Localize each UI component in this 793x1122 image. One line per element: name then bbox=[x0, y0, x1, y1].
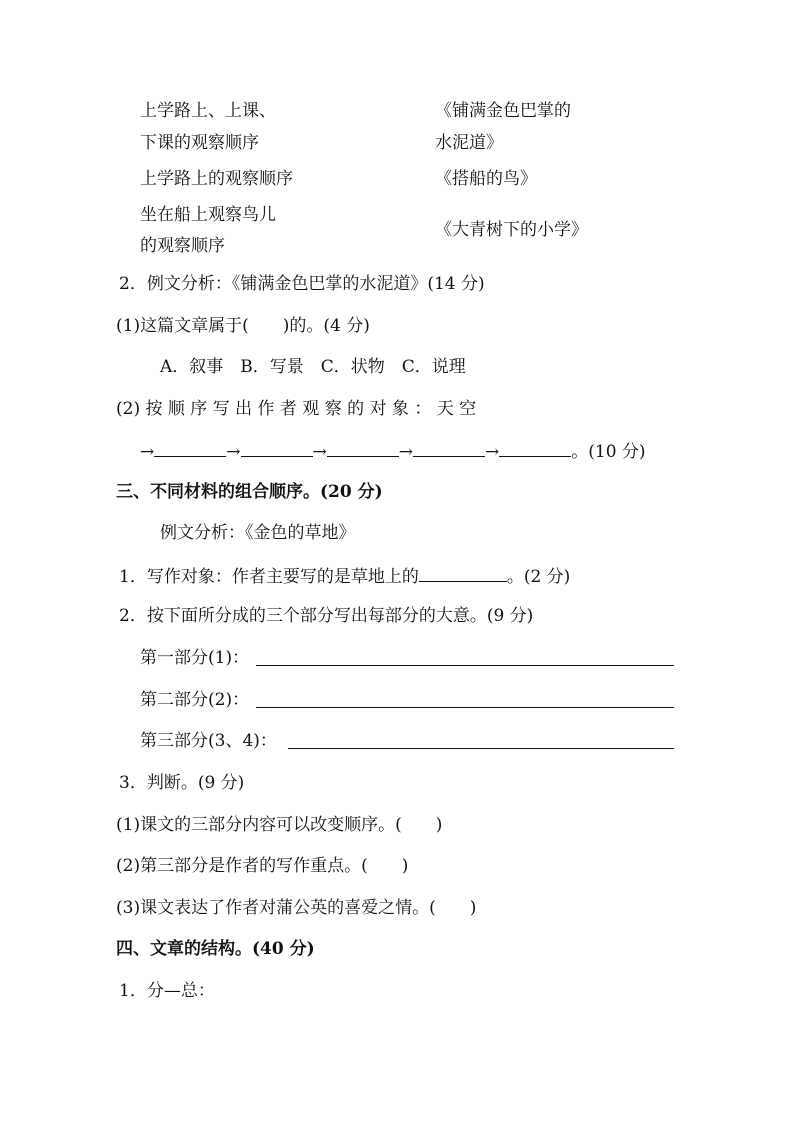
match-right-2: 《搭船的鸟》 bbox=[435, 169, 537, 189]
match-right-1-line2: 水泥道》 bbox=[435, 133, 503, 153]
answer-blank[interactable] bbox=[241, 442, 313, 457]
q2-title: 2．例文分析：《铺满金色巴掌的水泥道》(14 分) bbox=[119, 274, 485, 294]
section3-example: 例文分析：《金色的草地》 bbox=[160, 523, 356, 543]
section3-q1 bbox=[119, 567, 570, 586]
arrow-icon: → bbox=[485, 442, 500, 462]
part3-answer-line[interactable] bbox=[288, 734, 674, 749]
match-left-3-line2: 的观察顺序 bbox=[140, 236, 225, 256]
judge-3: (3)课文表达了作者对蒲公英的喜爱之情。( ) bbox=[116, 898, 477, 918]
match-left-1-line2: 下课的观察顺序 bbox=[140, 133, 259, 153]
answer-blank[interactable] bbox=[327, 442, 399, 457]
section3-heading: 三、不同材料的组合顺序。(20 分) bbox=[116, 482, 383, 502]
judge-2: (2)第三部分是作者的写作重点。( ) bbox=[116, 856, 409, 876]
part2-answer-line[interactable] bbox=[256, 693, 674, 708]
answer-blank[interactable] bbox=[154, 442, 226, 457]
section3-q1-suffix: 。(2 分) bbox=[506, 567, 571, 587]
q2-sub2-suffix: 。(10 分) bbox=[571, 442, 646, 462]
arrow-icon: → bbox=[226, 442, 241, 462]
q2-arrow-chain bbox=[140, 442, 646, 461]
match-left-3-line1: 坐在船上观察鸟儿 bbox=[140, 205, 276, 225]
section4-q1: 1．分—总： bbox=[119, 981, 215, 1001]
match-left-1-line1: 上学路上、上课、 bbox=[140, 101, 276, 121]
answer-blank[interactable] bbox=[413, 442, 485, 457]
part2-label: 第二部分(2)： bbox=[140, 690, 250, 710]
q2-sub2-prefix: (2) 按 顺 序 写 出 作 者 观 察 的 对 象 ： 天 空 bbox=[116, 399, 477, 419]
part3-label: 第三部分(3、4)： bbox=[140, 731, 277, 751]
part1-answer-line[interactable] bbox=[256, 651, 674, 666]
part1-label: 第一部分(1)： bbox=[140, 648, 250, 668]
arrow-icon: → bbox=[398, 442, 413, 462]
section3-q2: 2．按下面所分成的三个部分写出每部分的大意。(9 分) bbox=[119, 606, 534, 626]
match-right-3: 《大青树下的小学》 bbox=[435, 220, 588, 240]
match-left-2: 上学路上的观察顺序 bbox=[140, 169, 293, 189]
q2-options: A．叙事 B．写景 C．状物 C．说理 bbox=[160, 357, 466, 377]
judge-1: (1)课文的三部分内容可以改变顺序。( ) bbox=[116, 815, 443, 835]
answer-blank[interactable] bbox=[419, 567, 507, 582]
arrow-icon: → bbox=[312, 442, 327, 462]
arrow-icon: → bbox=[140, 442, 155, 462]
answer-blank[interactable] bbox=[499, 442, 571, 457]
section3-q3: 3．判断。(9 分) bbox=[119, 773, 245, 793]
match-right-1-line1: 《铺满金色巴掌的 bbox=[435, 101, 571, 121]
section3-q1-prefix: 1．写作对象：作者主要写的是草地上的 bbox=[119, 567, 419, 587]
section4-heading: 四、文章的结构。(40 分) bbox=[116, 939, 315, 959]
q2-sub1: (1)这篇文章属于( )的。(4 分) bbox=[116, 316, 370, 336]
